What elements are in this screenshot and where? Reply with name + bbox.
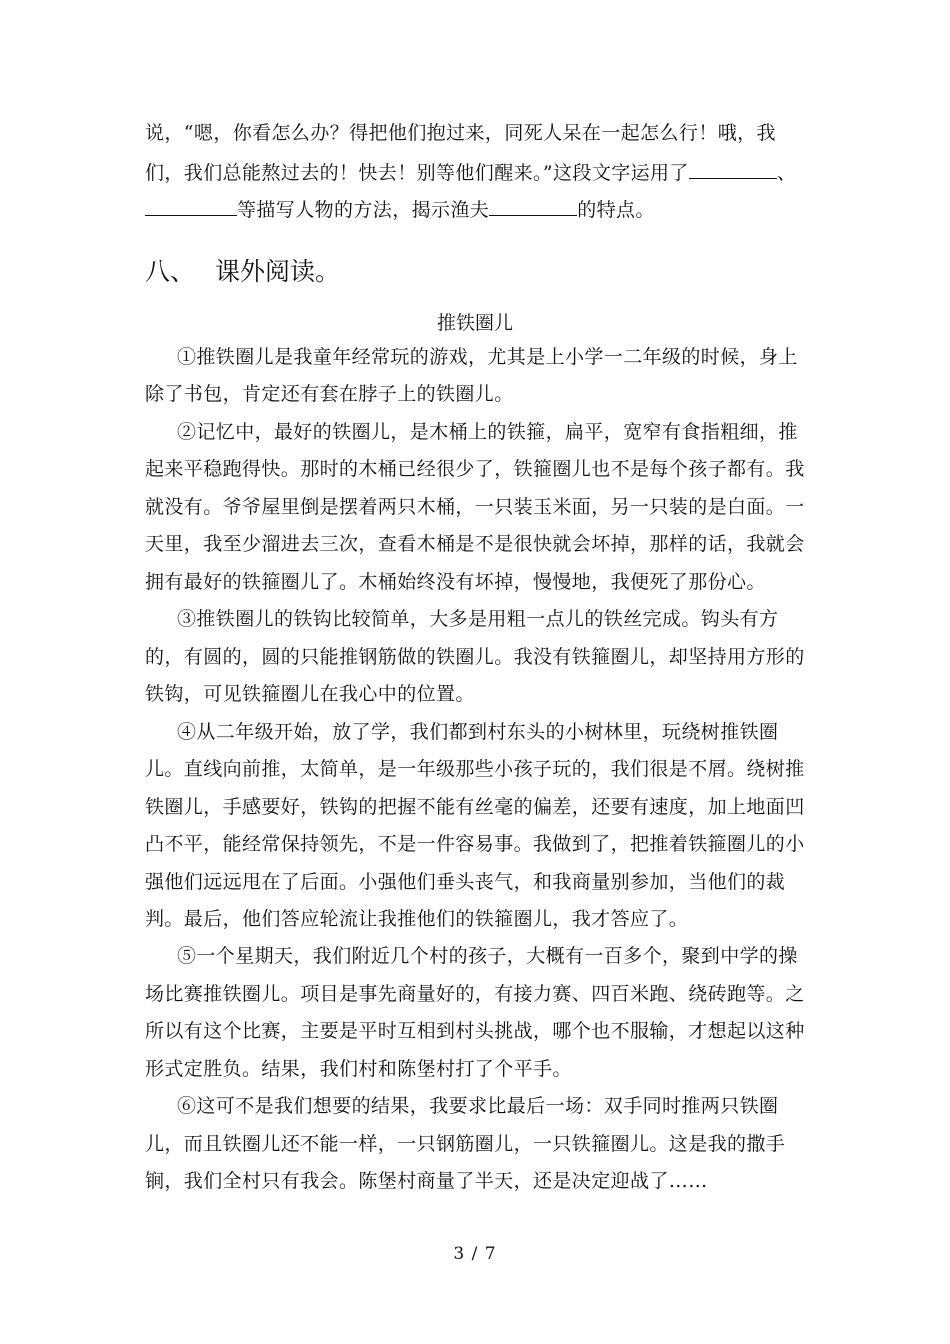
article-line: ②记忆中，最好的铁圈儿，是木桶上的铁箍，扁平，宽窄有食指粗细，推 xyxy=(177,421,798,443)
question-text-line-2b: 、 xyxy=(776,162,797,184)
article-line: 起来平稳跑得快。那时的木桶已经很少了，铁箍圈儿也不是每个孩子都有。我 xyxy=(145,458,805,480)
question-text-line-2 xyxy=(145,160,796,185)
article-line: 铁钩，可见铁箍圈儿在我心中的位置。 xyxy=(145,683,475,705)
section-title: 课外阅读。 xyxy=(215,257,341,286)
article-line: ①推铁圈儿是我童年经常玩的游戏，尤其是上小学一二年级的时候，身上 xyxy=(177,346,798,368)
article-line: 判。最后，他们答应轮流让我推他们的铁箍圈儿，我才答应了。 xyxy=(145,908,689,930)
article-line: ③推铁圈儿的铁钩比较简单，大多是用粗一点儿的铁丝完成。钩头有方 xyxy=(177,608,779,630)
article-line: 所以有这个比赛，主要是平时互相到村头挑战，哪个也不服输，才想起以这种 xyxy=(145,1020,805,1042)
section-number: 八、 xyxy=(145,257,196,286)
answer-blank-3[interactable] xyxy=(489,197,577,216)
article-line: ⑤一个星期天，我们附近几个村的孩子，大概有一百多个，聚到中学的操 xyxy=(177,945,798,967)
answer-blank-2[interactable] xyxy=(145,197,237,216)
question-text-line-3 xyxy=(145,197,655,222)
section-heading xyxy=(145,256,340,288)
article-line: 场比赛推铁圈儿。项目是事先商量好的，有接力赛、四百米跑、绕砖跑等。之 xyxy=(145,983,805,1005)
article-line: 就没有。爷爷屋里倒是摆着两只木桶，一只装玉米面，另一只装的是白面。一 xyxy=(145,496,805,518)
article-line: 拥有最好的铁箍圈儿了。木桶始终没有坏掉，慢慢地，我便死了那份心。 xyxy=(145,571,766,593)
article-line: 强他们远远甩在了后面。小强他们垂头丧气，和我商量别参加，当他们的裁 xyxy=(145,871,786,893)
page-number: 3 / 7 xyxy=(453,1244,497,1264)
article-line: 除了书包，肯定还有套在脖子上的铁圈儿。 xyxy=(145,383,514,405)
article-line: 凸不平，能经常保持领先，不是一件容易事。我做到了，把推着铁箍圈儿的小 xyxy=(145,833,805,855)
answer-blank-1[interactable] xyxy=(689,160,777,179)
article-title: 推铁圈儿 xyxy=(436,312,513,334)
article-line: 形式定胜负。结果，我们村和陈堡村打了个平手。 xyxy=(145,1058,572,1080)
article-line: 天里，我至少溜进去三次，查看木桶是不是很快就会坏掉，那样的话，我就会 xyxy=(145,533,805,555)
article-line: ④从二年级开始，放了学，我们都到村东头的小树林里，玩绕树推铁圈 xyxy=(177,721,779,743)
article-line: 的，有圆的，圆的只能推钢筋做的铁圈儿。我没有铁箍圈儿，却坚持用方形的 xyxy=(145,646,805,668)
question-text-line-3b: 的特点。 xyxy=(577,199,655,221)
question-text-line-2a: 们，我们总能熬过去的！快去！别等他们醒来。”这段文字运用了 xyxy=(145,162,689,184)
article-line: ⑥这可不是我们想要的结果，我要求比最后一场：双手同时推两只铁圈 xyxy=(177,1095,779,1117)
question-text-line-1: 说，“嗯，你看怎么办？得把他们抱过来，同死人呆在一起怎么行！哦，我 xyxy=(145,122,776,144)
article-line: 锏，我们全村只有我会。陈堡村商量了半天，还是决定迎战了…… xyxy=(145,1170,708,1192)
question-text-line-3a: 等描写人物的方法，揭示渔夫 xyxy=(237,199,490,221)
article-line: 铁圈儿，手感要好，铁钩的把握不能有丝毫的偏差，还要有速度，加上地面凹 xyxy=(145,796,805,818)
article-line: 儿，而且铁圈儿还不能一样，一只钢筋圈儿，一只铁箍圈儿。这是我的撒手 xyxy=(145,1133,786,1155)
article-line: 儿。直线向前推，太简单，是一年级那些小孩子玩的，我们很是不屑。绕树推 xyxy=(145,758,805,780)
